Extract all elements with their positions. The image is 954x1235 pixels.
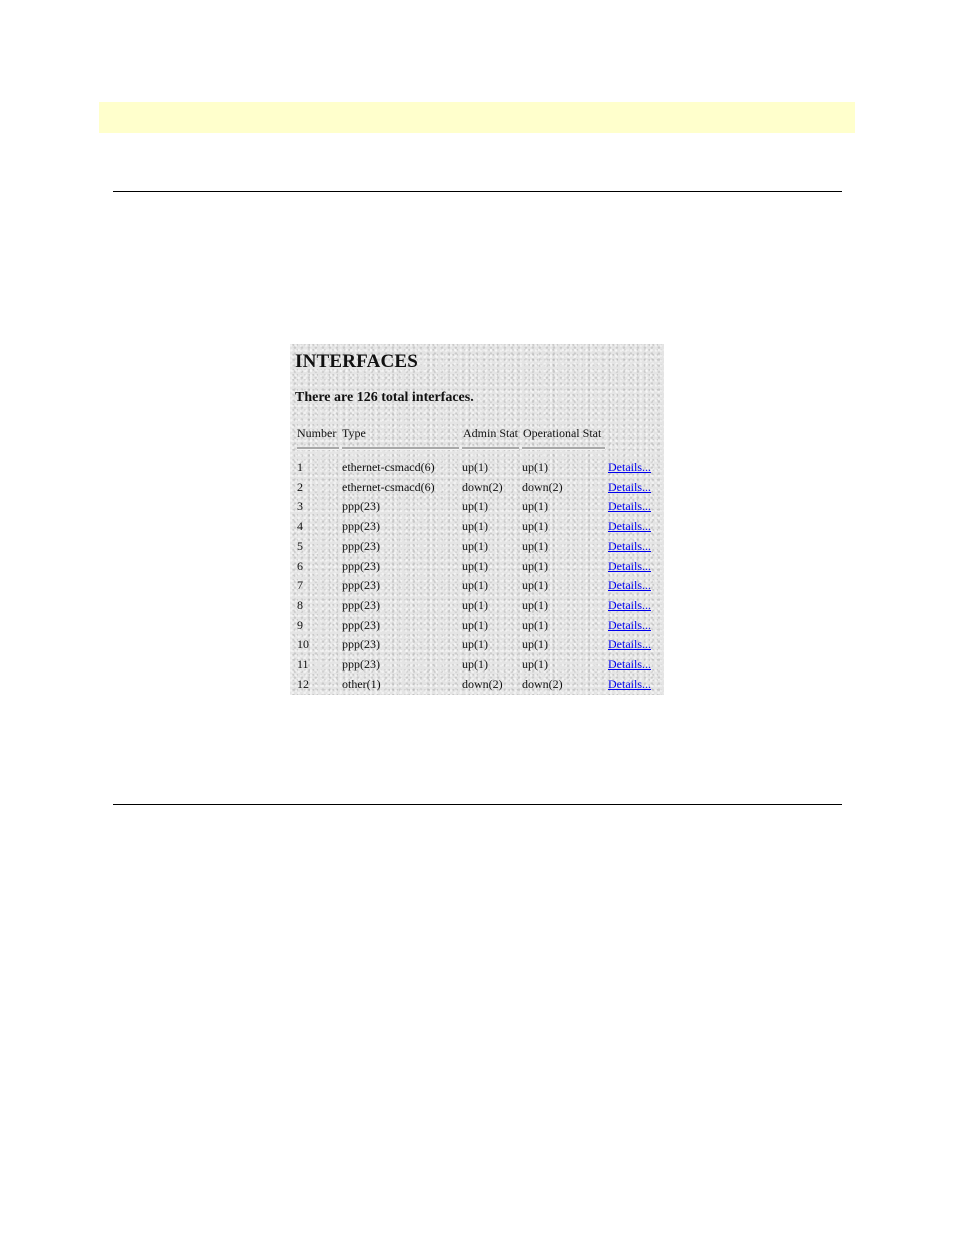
interface-number: 1 xyxy=(297,460,303,474)
admin-status: up(1) xyxy=(462,538,488,553)
interface-type: ppp(23) xyxy=(342,519,380,534)
operational-status: up(1) xyxy=(522,617,548,632)
operational-status: up(1) xyxy=(522,597,548,612)
operational-status: up(1) xyxy=(522,558,548,573)
admin-status: up(1) xyxy=(462,617,488,632)
admin-status: up(1) xyxy=(462,558,488,573)
interface-number: 9 xyxy=(297,617,303,632)
interfaces-summary: There are 126 total interfaces. xyxy=(295,390,474,405)
column-header-operational-stat: Operational Stat xyxy=(523,426,602,440)
admin-status: up(1) xyxy=(462,460,488,474)
interfaces-screenshot xyxy=(290,344,664,695)
interface-type: ppp(23) xyxy=(342,538,380,553)
admin-status: down(2) xyxy=(462,676,503,691)
details-link[interactable]: Details... xyxy=(608,578,651,593)
interface-number: 7 xyxy=(297,578,303,593)
table-row xyxy=(297,677,657,695)
details-link[interactable]: Details... xyxy=(608,479,651,494)
interface-number: 11 xyxy=(297,657,309,671)
table-row xyxy=(297,618,657,637)
table-row xyxy=(297,499,657,518)
interface-number: 4 xyxy=(297,519,303,534)
operational-status: up(1) xyxy=(522,637,548,652)
details-link[interactable]: Details... xyxy=(608,558,651,573)
details-link[interactable]: Details... xyxy=(608,637,651,652)
interface-type: ethernet-csmacd(6) xyxy=(342,479,435,494)
operational-status: down(2) xyxy=(522,676,563,691)
operational-status: up(1) xyxy=(522,499,548,514)
table-row xyxy=(297,637,657,656)
admin-status: up(1) xyxy=(462,597,488,612)
table-row xyxy=(297,559,657,578)
details-link[interactable]: Details... xyxy=(608,499,651,514)
table-row xyxy=(297,519,657,538)
table-row xyxy=(297,480,657,499)
interface-type: ppp(23) xyxy=(342,578,380,593)
interface-number: 5 xyxy=(297,538,303,553)
details-link[interactable]: Details... xyxy=(608,597,651,612)
admin-status: up(1) xyxy=(462,637,488,652)
header-band xyxy=(99,102,855,133)
interface-type: ppp(23) xyxy=(342,657,380,671)
bottom-divider xyxy=(113,804,842,805)
interface-type: ppp(23) xyxy=(342,558,380,573)
header-underline xyxy=(462,447,519,450)
table-row xyxy=(297,539,657,558)
operational-status: up(1) xyxy=(522,519,548,534)
interface-type: ppp(23) xyxy=(342,597,380,612)
interface-number: 6 xyxy=(297,558,303,573)
admin-status: down(2) xyxy=(462,479,503,494)
top-divider xyxy=(113,191,842,192)
column-header-type: Type xyxy=(342,426,366,440)
header-underline xyxy=(297,447,339,450)
operational-status: down(2) xyxy=(522,479,563,494)
column-header-admin-stat: Admin Stat xyxy=(463,426,519,440)
details-link[interactable]: Details... xyxy=(608,519,651,534)
interface-number: 10 xyxy=(297,637,309,652)
interface-number: 3 xyxy=(297,499,303,514)
table-row xyxy=(297,460,657,479)
admin-status: up(1) xyxy=(462,499,488,514)
table-row xyxy=(297,657,657,676)
interface-type: ppp(23) xyxy=(342,617,380,632)
interface-type: other(1) xyxy=(342,676,381,691)
details-link[interactable]: Details... xyxy=(608,460,651,474)
interface-type: ethernet-csmacd(6) xyxy=(342,460,435,474)
admin-status: up(1) xyxy=(462,578,488,593)
details-link[interactable]: Details... xyxy=(608,538,651,553)
operational-status: up(1) xyxy=(522,538,548,553)
details-link[interactable]: Details... xyxy=(608,657,651,671)
table-row xyxy=(297,598,657,617)
interface-type: ppp(23) xyxy=(342,637,380,652)
page-title: INTERFACES xyxy=(295,351,419,372)
operational-status: up(1) xyxy=(522,460,548,474)
interface-number: 8 xyxy=(297,597,303,612)
details-link[interactable]: Details... xyxy=(608,676,651,691)
interface-number: 12 xyxy=(297,676,309,691)
interface-number: 2 xyxy=(297,479,303,494)
admin-status: up(1) xyxy=(462,519,488,534)
admin-status: up(1) xyxy=(462,657,488,671)
column-header-number: Number xyxy=(297,426,337,440)
details-link[interactable]: Details... xyxy=(608,617,651,632)
operational-status: up(1) xyxy=(522,657,548,671)
header-underline xyxy=(342,447,459,450)
interface-type: ppp(23) xyxy=(342,499,380,514)
header-underline xyxy=(522,447,605,450)
operational-status: up(1) xyxy=(522,578,548,593)
table-row xyxy=(297,578,657,597)
